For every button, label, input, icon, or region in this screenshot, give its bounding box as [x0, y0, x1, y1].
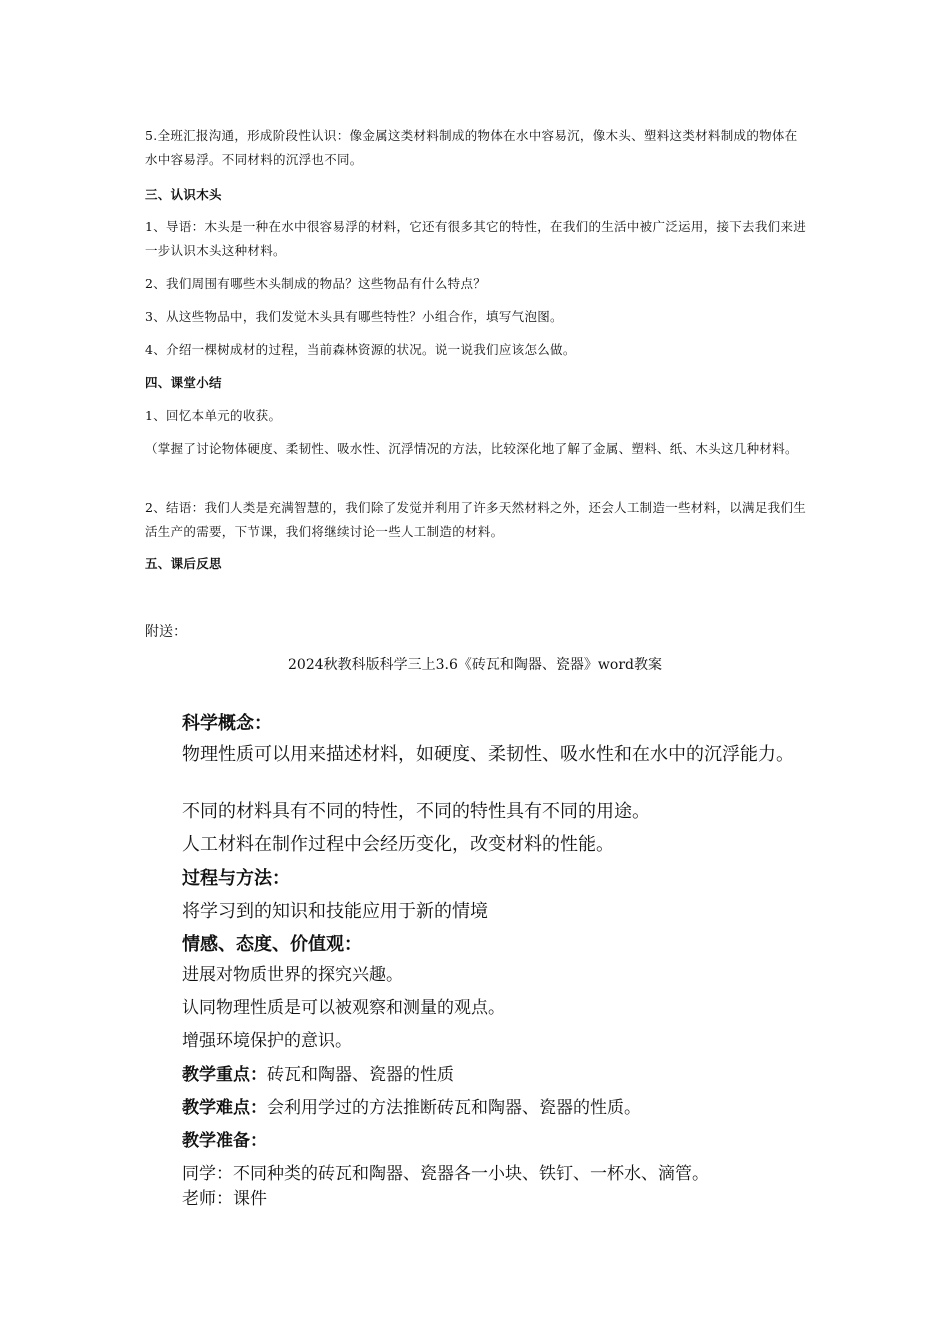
emotion-2: 认同物理性质是可以被观察和测量的观点。 [182, 998, 505, 1018]
heading-emotion-attitude: 情感、态度、价值观： [182, 934, 362, 955]
heading-process-method: 过程与方法： [182, 868, 290, 889]
teaching-key-point [182, 1062, 822, 1088]
paragraph-3-3: 3、从这些物品中，我们发觉木头具有哪些特性？小组合作，填写气泡图。 [145, 309, 563, 324]
heading-science-concept: 科学概念： [182, 713, 272, 734]
paragraph-3-1: 1、导语：木头是一种在水中很容易浮的材料，它还有很多其它的特性，在我们的生活中被广泛运用，接下去我们来进一步认识木头这种材料。 [145, 219, 807, 258]
teaching-key-value: 砖瓦和陶器、瓷器的性质 [267, 1065, 454, 1085]
heading-section-4: 四、课堂小结 [145, 375, 222, 390]
teaching-prep-label: 教学准备： [182, 1131, 267, 1151]
process-1: 将学习到的知识和技能应用于新的情境 [182, 901, 488, 922]
paragraph-3-4: 4、介绍一棵树成材的过程，当前森林资源的状况。说一说我们应该怎么做。 [145, 342, 576, 357]
emotion-1: 进展对物质世界的探究兴趣。 [182, 965, 403, 985]
attachment-label: 附送： [145, 624, 187, 640]
paragraph-step-5: 5.全班汇报沟通，形成阶段性认识：像金属这类材料制成的物体在水中容易沉，像木头、塑料这类材料制成的物体在水中容易浮。不同材料的沉浮也不同。 [145, 128, 798, 167]
heading-section-5: 五、课后反思 [145, 556, 222, 571]
heading-section-3: 三、认识木头 [145, 187, 222, 202]
emotion-3: 增强环境保护的意识。 [182, 1031, 352, 1051]
concept-1: 物理性质可以用来描述材料，如硬度、柔韧性、吸水性和在水中的沉浮能力。 [182, 744, 794, 765]
attachment-title: 2024秋教科版科学三上3.6《砖瓦和陶器、瓷器》word教案 [288, 657, 662, 673]
prep-teacher: 老师：课件 [182, 1189, 267, 1209]
paragraph-4-note: （掌握了讨论物体硬度、柔韧性、吸水性、沉浮情况的方法，比较深化地了解了金属、塑料、纸、木头这几种材料。 [145, 441, 798, 456]
teaching-difficulty-label: 教学难点： [182, 1098, 267, 1118]
paragraph-4-1: 1、回忆本单元的收获。 [145, 408, 282, 423]
paragraph-3-2: 2、我们周围有哪些木头制成的物品？这些物品有什么特点？ [145, 276, 487, 291]
concept-3: 人工材料在制作过程中会经历变化，改变材料的性能。 [182, 834, 614, 855]
heading-teaching-prep [182, 1128, 822, 1154]
paragraph-4-2: 2、结语：我们人类是充满智慧的，我们除了发觉并利用了许多天然材料之外，还会人工制造一些材料，以满足我们生活生产的需要，下节课，我们将继续讨论一些人工制造的材料。 [145, 500, 807, 539]
prep-student: 同学：不同种类的砖瓦和陶器、瓷器各一小块、铁钉、一杯水、滴管。 [182, 1164, 709, 1184]
teaching-difficulty [182, 1095, 822, 1121]
teaching-difficulty-value: 会利用学过的方法推断砖瓦和陶器、瓷器的性质。 [267, 1098, 641, 1118]
concept-2: 不同的材料具有不同的特性，不同的特性具有不同的用途。 [182, 801, 650, 822]
teaching-key-label: 教学重点： [182, 1065, 267, 1085]
